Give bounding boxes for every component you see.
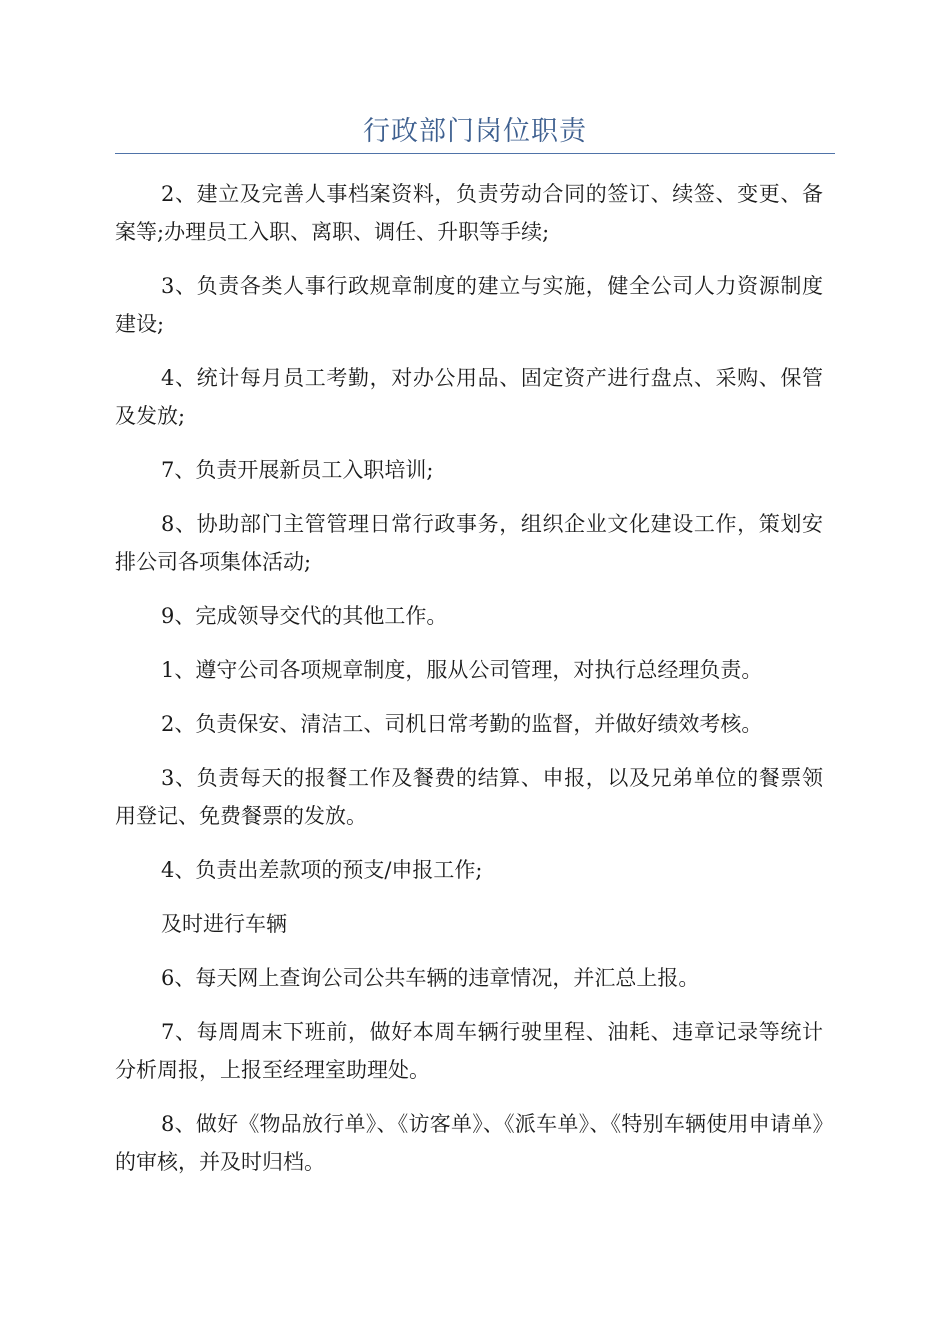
paragraph: 8、做好《物品放行单》、《访客单》、《派车单》、《特别车辆使用申请单》的审核，并及时归档。 (115, 1112, 823, 1174)
paragraph: 4、统计每月员工考勤，对办公用品、固定资产进行盘点、采购、保管及发放; (115, 366, 823, 428)
document-title: 行政部门岗位职责 (363, 116, 587, 147)
paragraph: 3、负责每天的报餐工作及餐费的结算、申报，以及兄弟单位的餐票领用登记、免费餐票的发放。 (115, 766, 823, 828)
paragraph: 6、每天网上查询公司公共车辆的违章情况，并汇总上报。 (161, 966, 700, 990)
paragraph: 2、负责保安、清洁工、司机日常考勤的监督，并做好绩效考核。 (161, 712, 763, 736)
paragraph: 及时进行车辆 (161, 912, 287, 936)
document-body (115, 175, 823, 1197)
paragraph: 2、建立及完善人事档案资料，负责劳动合同的签订、续签、变更、备案等;办理员工入职、离职、调任、升职等手续; (115, 182, 823, 244)
paragraph: 1、遵守公司各项规章制度，服从公司管理，对执行总经理负责。 (161, 658, 763, 682)
paragraph: 3、负责各类人事行政规章制度的建立与实施，健全公司人力资源制度建设; (115, 274, 823, 336)
paragraph: 7、每周周末下班前，做好本周车辆行驶里程、油耗、违章记录等统计分析周报，上报至经理室助理处。 (115, 1020, 823, 1082)
paragraph: 7、负责开展新员工入职培训; (161, 458, 434, 482)
paragraph: 9、完成领导交代的其他工作。 (161, 604, 448, 628)
title-underline (115, 153, 835, 154)
paragraph: 4、负责出差款项的预支/申报工作; (161, 858, 483, 882)
paragraph: 8、协助部门主管管理日常行政事务，组织企业文化建设工作，策划安排公司各项集体活动; (115, 512, 823, 574)
